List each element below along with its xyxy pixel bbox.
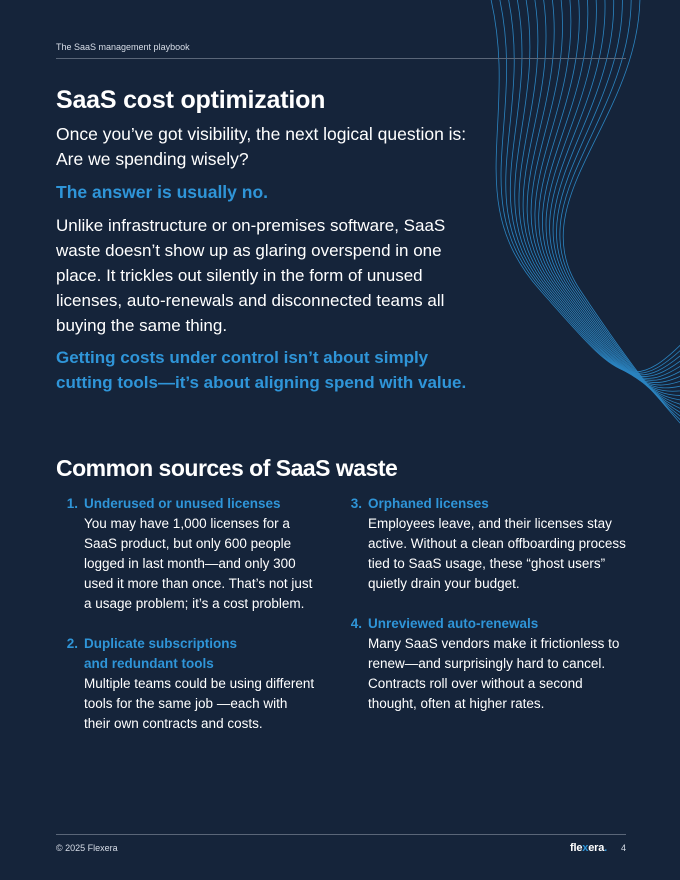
list-item-heading: Orphaned licenses (368, 496, 489, 511)
wave-lines-decoration (480, 0, 680, 440)
list-item-heading: Duplicate subscriptions and redundant tools (84, 636, 238, 671)
callout-text: Getting costs under control isn’t about simply cutting tools—it’s about aligning spend with value. (56, 348, 467, 392)
section-title: Common sources of SaaS waste (56, 455, 398, 481)
answer-highlight: The answer is usually no. (56, 182, 269, 202)
page-number: 4 (620, 843, 626, 853)
list-item (340, 614, 630, 714)
list-item-text: You may have 1,000 licenses for a SaaS product, but only 600 people logged in last month—and only 300 used it more than once. That’s not just a usage problem; it’s a cost problem. (84, 516, 313, 611)
wave-line (563, 0, 680, 440)
list-number: 1. (66, 496, 78, 511)
page-title: SaaS cost optimization (56, 86, 326, 114)
list-item (340, 494, 630, 594)
running-header (56, 42, 626, 59)
header-title: The SaaS management playbook (56, 42, 190, 52)
list-item (56, 494, 316, 614)
intro-question: Once you’ve got visibility, the next logical question is: Are we spending wisely? (56, 124, 467, 169)
list-number: 4. (350, 616, 362, 631)
list-item-text: Employees leave, and their licenses stay active. Without a clean offboarding process tied to SaaS usage, these “ghost users” quietly drain your budget. (368, 516, 626, 591)
copyright: © 2025 Flexera (56, 843, 118, 853)
list-item-text: Multiple teams could be using different tools for the same job —each with their own contracts and costs. (84, 676, 315, 731)
list-number: 2. (66, 636, 78, 651)
body-paragraph: Unlike infrastructure or on-premises software, SaaS waste doesn’t show up as glaring overspend in one place. It trickles out silently in the form of unused licenses, auto-renewals and disconnected teams all buying the same thing. (56, 216, 446, 335)
list-item-heading: Unreviewed auto-renewals (368, 616, 539, 631)
list-item-text: Many SaaS vendors make it frictionless to renew—and surprisingly hard to cancel. Contracts roll over without a second thought, often at higher rates. (368, 636, 620, 711)
list-number: 3. (350, 496, 362, 511)
list-item-heading: Underused or unused licenses (84, 496, 281, 511)
flexera-logo: flexera. (570, 842, 607, 854)
waste-list-left-column (56, 494, 316, 754)
page-footer (56, 834, 626, 854)
list-item (56, 634, 316, 734)
waste-list-right-column (340, 494, 630, 734)
